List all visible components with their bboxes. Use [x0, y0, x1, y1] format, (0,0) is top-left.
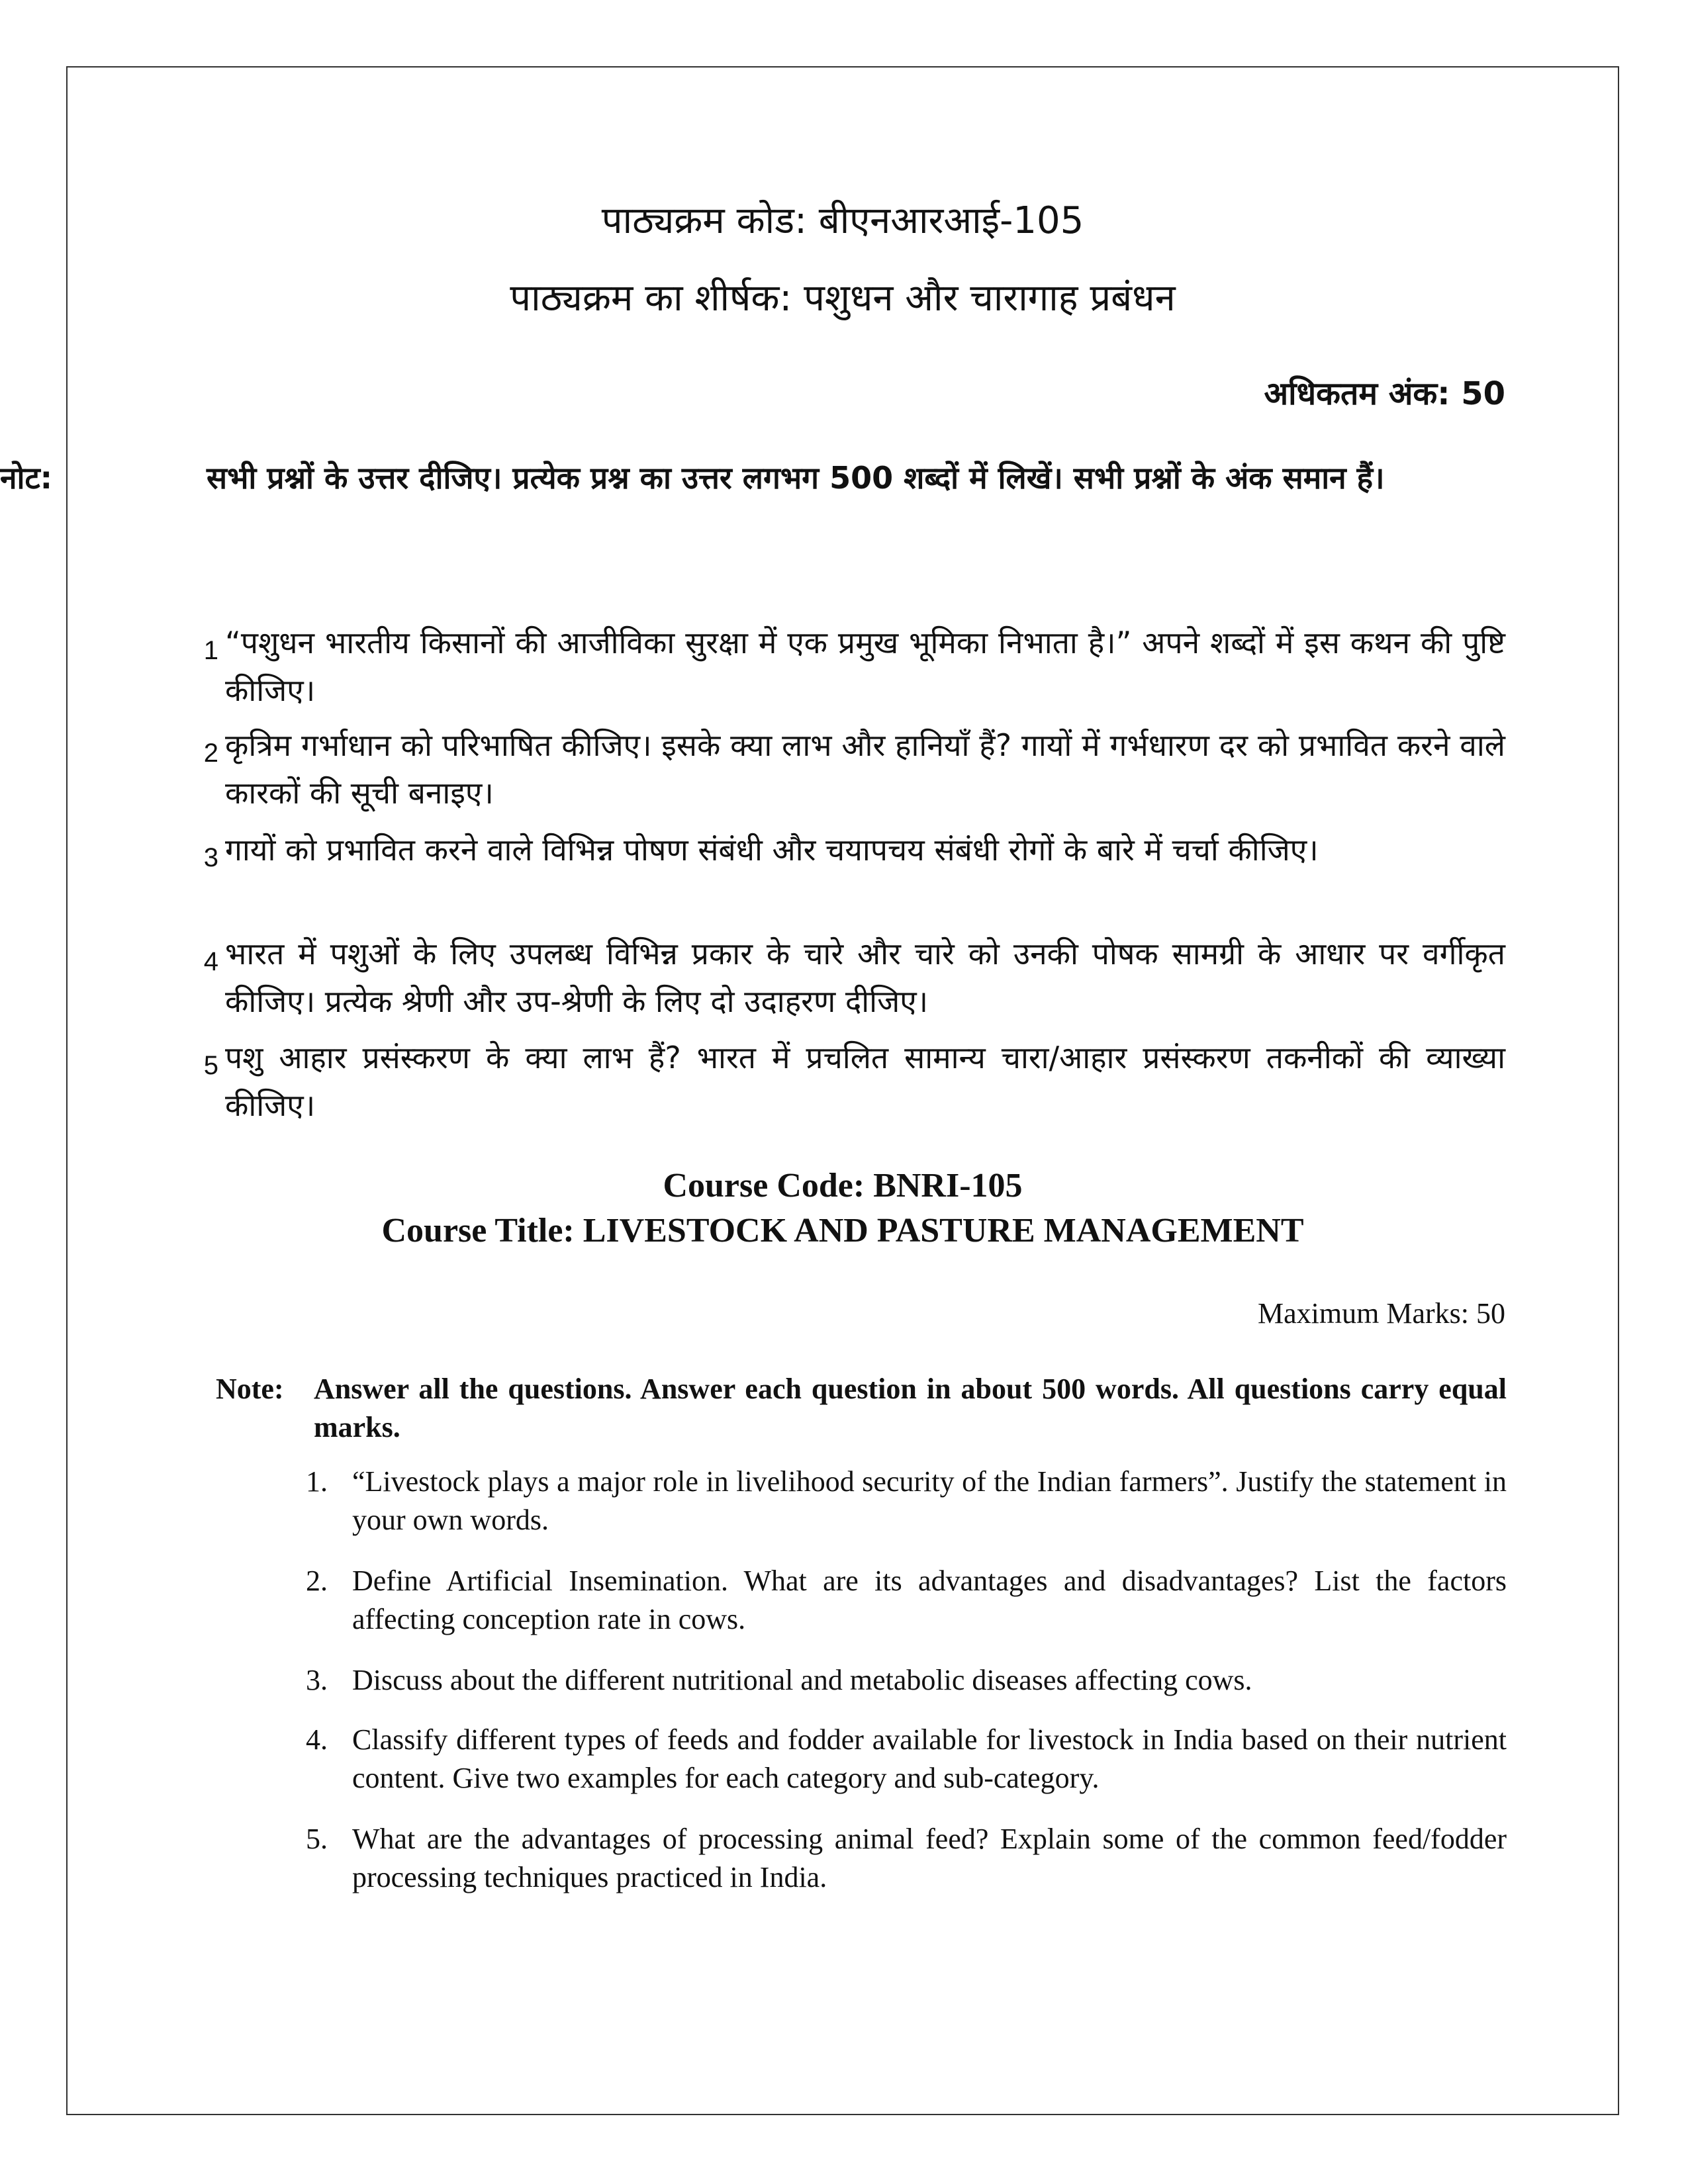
hindi-course-code: पाठ्यक्रम कोड: बीएनआरआई-105 [601, 199, 1084, 242]
english-question-text: Define Artificial Insemination. What are its advantages and disadvantages? List the factors affecting conception rate in cows. [352, 1565, 1507, 1635]
hindi-question-3 [203, 826, 1505, 874]
hindi-question-number: 5 [203, 1051, 218, 1080]
hindi-question-1 [203, 619, 1505, 714]
hindi-question-text: गायों को प्रभावित करने वाले विभिन्न पोषण संबंधी और चयापचय संबंधी रोगों के बारे में चर्चा कीजिए। [225, 832, 1319, 868]
english-question-1 [306, 1463, 1507, 1539]
hindi-note-label: नोट: [0, 460, 53, 496]
english-note-text: Answer all the questions. Answer each question in about 500 words. All questions carry equal marks. [314, 1373, 1507, 1443]
english-question-text: “Livestock plays a major role in livelihood security of the Indian farmers”. Justify the statement in your own words. [352, 1465, 1507, 1536]
english-question-2 [306, 1562, 1507, 1639]
hindi-question-number: 2 [203, 739, 218, 768]
hindi-note [0, 450, 1505, 506]
english-course-code: Course Code: BNRI-105 [663, 1167, 1023, 1205]
hindi-question-text: भारत में पशुओं के लिए उपलब्ध विभिन्न प्रकार के चारे और चारे को उनकी पोषक सामग्री के आधार पर वर्गीकृत कीजिए। प्रत्येक श्रेणी और उप-श्रेणी के लिए दो उदाहरण दीजिए। [225, 936, 1505, 1019]
hindi-question-2 [203, 721, 1505, 817]
english-question-text: Discuss about the different nutritional and metabolic diseases affecting cows. [352, 1664, 1252, 1696]
hindi-note-text: सभी प्रश्नों के उत्तर दीजिए। प्रत्येक प्रश्न का उत्तर लगभग 500 शब्दों में लिखें। सभी प्रश्नों के अंक समान हैं। [207, 460, 1385, 496]
english-note [216, 1370, 1507, 1447]
hindi-question-number: 4 [203, 947, 218, 976]
english-question-text: What are the advantages of processing animal feed? Explain some of the common feed/fodder processing techniques practiced in India. [352, 1823, 1507, 1893]
english-max-marks: Maximum Marks: 50 [1258, 1297, 1505, 1330]
english-question-text: Classify different types of feeds and fodder available for livestock in India based on their nutrient content. Give two examples for each category and sub-category. [352, 1723, 1507, 1794]
hindi-question-number: 1 [203, 636, 218, 665]
english-question-3 [306, 1661, 1507, 1700]
english-question-5 [306, 1820, 1507, 1897]
english-question-number: 2. [306, 1565, 328, 1597]
english-question-number: 3. [306, 1664, 328, 1696]
english-question-number: 4. [306, 1723, 328, 1756]
english-note-label: Note: [216, 1373, 284, 1405]
hindi-question-4 [203, 930, 1505, 1025]
english-course-title: Course Title: LIVESTOCK AND PASTURE MANAGEMENT [381, 1212, 1304, 1250]
english-question-number: 1. [306, 1465, 328, 1498]
hindi-max-marks: अधिकतम अंक: 50 [1264, 375, 1505, 412]
hindi-question-5 [203, 1034, 1505, 1129]
hindi-course-title: पाठ्यक्रम का शीर्षक: पशुधन और चारागाह प्रबंधन [510, 277, 1176, 320]
hindi-question-text: कृत्रिम गर्भाधान को परिभाषित कीजिए। इसके क्या लाभ और हानियाँ हैं? गायों में गर्भधारण दर को प्रभावित करने वाले कारकों की सूची बनाइए। [225, 727, 1505, 811]
english-question-4 [306, 1721, 1507, 1797]
hindi-question-text: पशु आहार प्रसंस्करण के क्या लाभ हैं? भारत में प्रचलित सामान्य चारा/आहार प्रसंस्करण तकनीकों की व्याख्या कीजिए। [225, 1040, 1505, 1123]
hindi-question-number: 3 [203, 843, 218, 872]
english-question-number: 5. [306, 1823, 328, 1855]
hindi-question-text: “पशुधन भारतीय किसानों की आजीविका सुरक्षा में एक प्रमुख भूमिका निभाता है।” अपने शब्दों में इस कथन की पुष्टि कीजिए। [225, 625, 1505, 708]
